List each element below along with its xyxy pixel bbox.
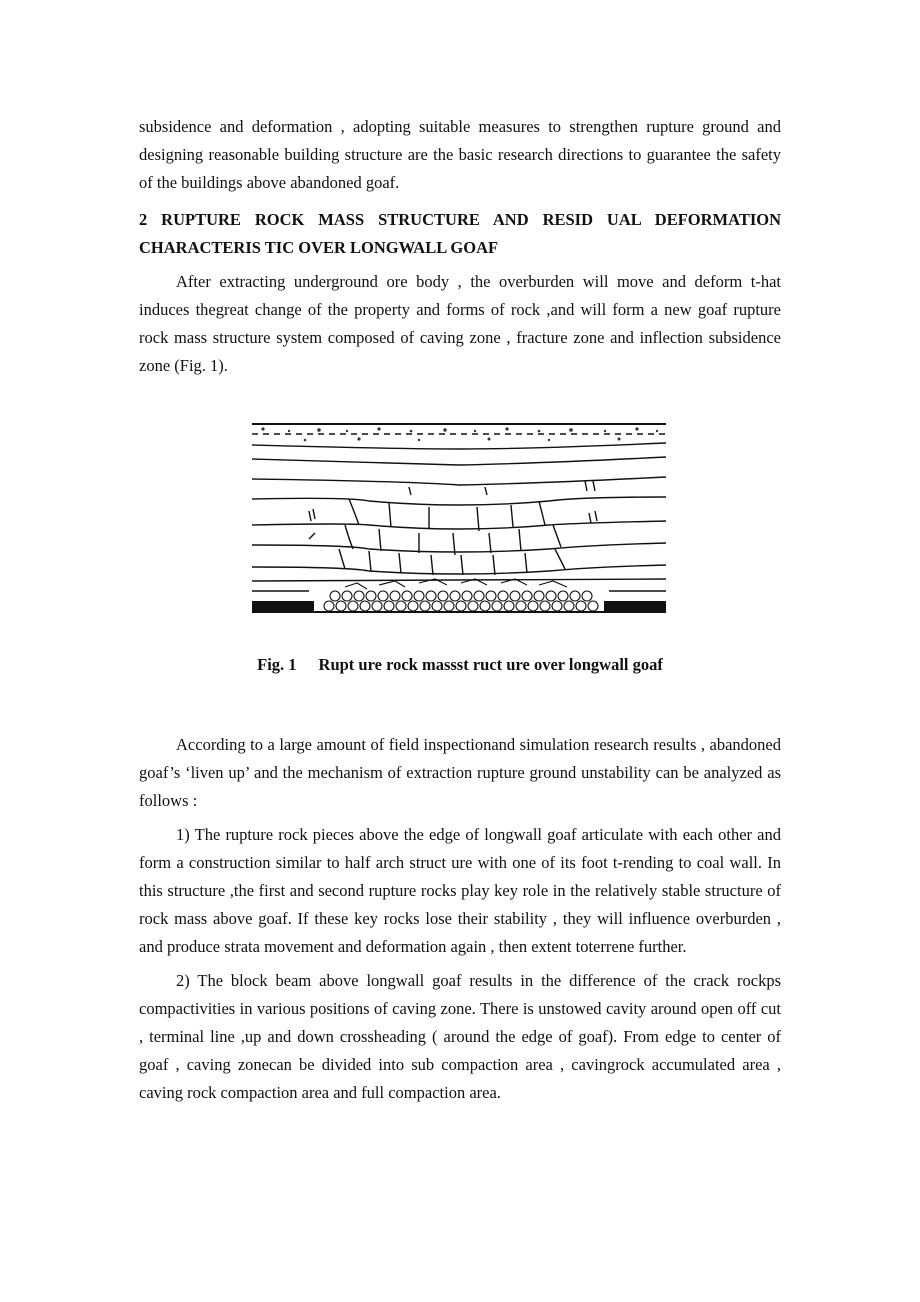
paragraph-point-1: 1) The rupture rock pieces above the edge of longwall goaf articulate with each other and form a construction similar to half arch struct ure with one of its foot t-rending to coal wall. In this structure ,the first and second rupture rocks play key role in the relatively stable structure of rock mass above goaf. If these key rocks lose their stability , they will influence overburden , and produce strata movement and deformation again , then extent toterrene further. [139,825,781,956]
rock-strata-diagram [249,421,669,615]
figure-rock-mass-structure [249,421,669,615]
paragraph-analysis-intro: According to a large amount of field inspectionand simulation research results , abandoned goaf’s ‘liven up’ and the mechanism of extraction rupture ground unstability can be analyzed as follows : [139,735,781,810]
figure-caption-number: Fig. 1 [257,655,297,674]
page-bottom-text [139,731,781,1107]
paragraph-point-2: 2) The block beam above longwall goaf results in the difference of the crack rockps compactivities in various positions of caving zone. There is unstowed cavity around open off cut , terminal line ,up and down crossheading ( around the edge of goaf). From edge to center of goaf , caving zonecan be divided into sub compaction area , cavingrock accumulated area , caving rock compaction area and full compaction area. [139,971,781,1102]
figure-caption [0,655,920,675]
section-heading: 2 RUPTURE ROCK MASS STRUCTURE AND RESID UAL DEFORMATION CHARACTERIS TIC OVER LONGWALL GOAF [139,210,781,257]
section-intro-paragraph: After extracting underground ore body , the overburden will move and deform t-hat induces thegreat change of the property and forms of rock ,and will form a new goaf rupture rock mass structure system composed of caving zone , fracture zone and inflection subsidence zone (Fig. 1). [139,272,781,375]
page-top-text [139,113,781,380]
figure-caption-text: Rupt ure rock massst ruct ure over longwall goaf [318,655,663,674]
paragraph-continuation: subsidence and deformation , adopting suitable measures to strengthen rupture ground and designing reasonable building structure are the basic research directions to guarantee the safety of the buildings above abandoned goaf. [139,117,781,192]
